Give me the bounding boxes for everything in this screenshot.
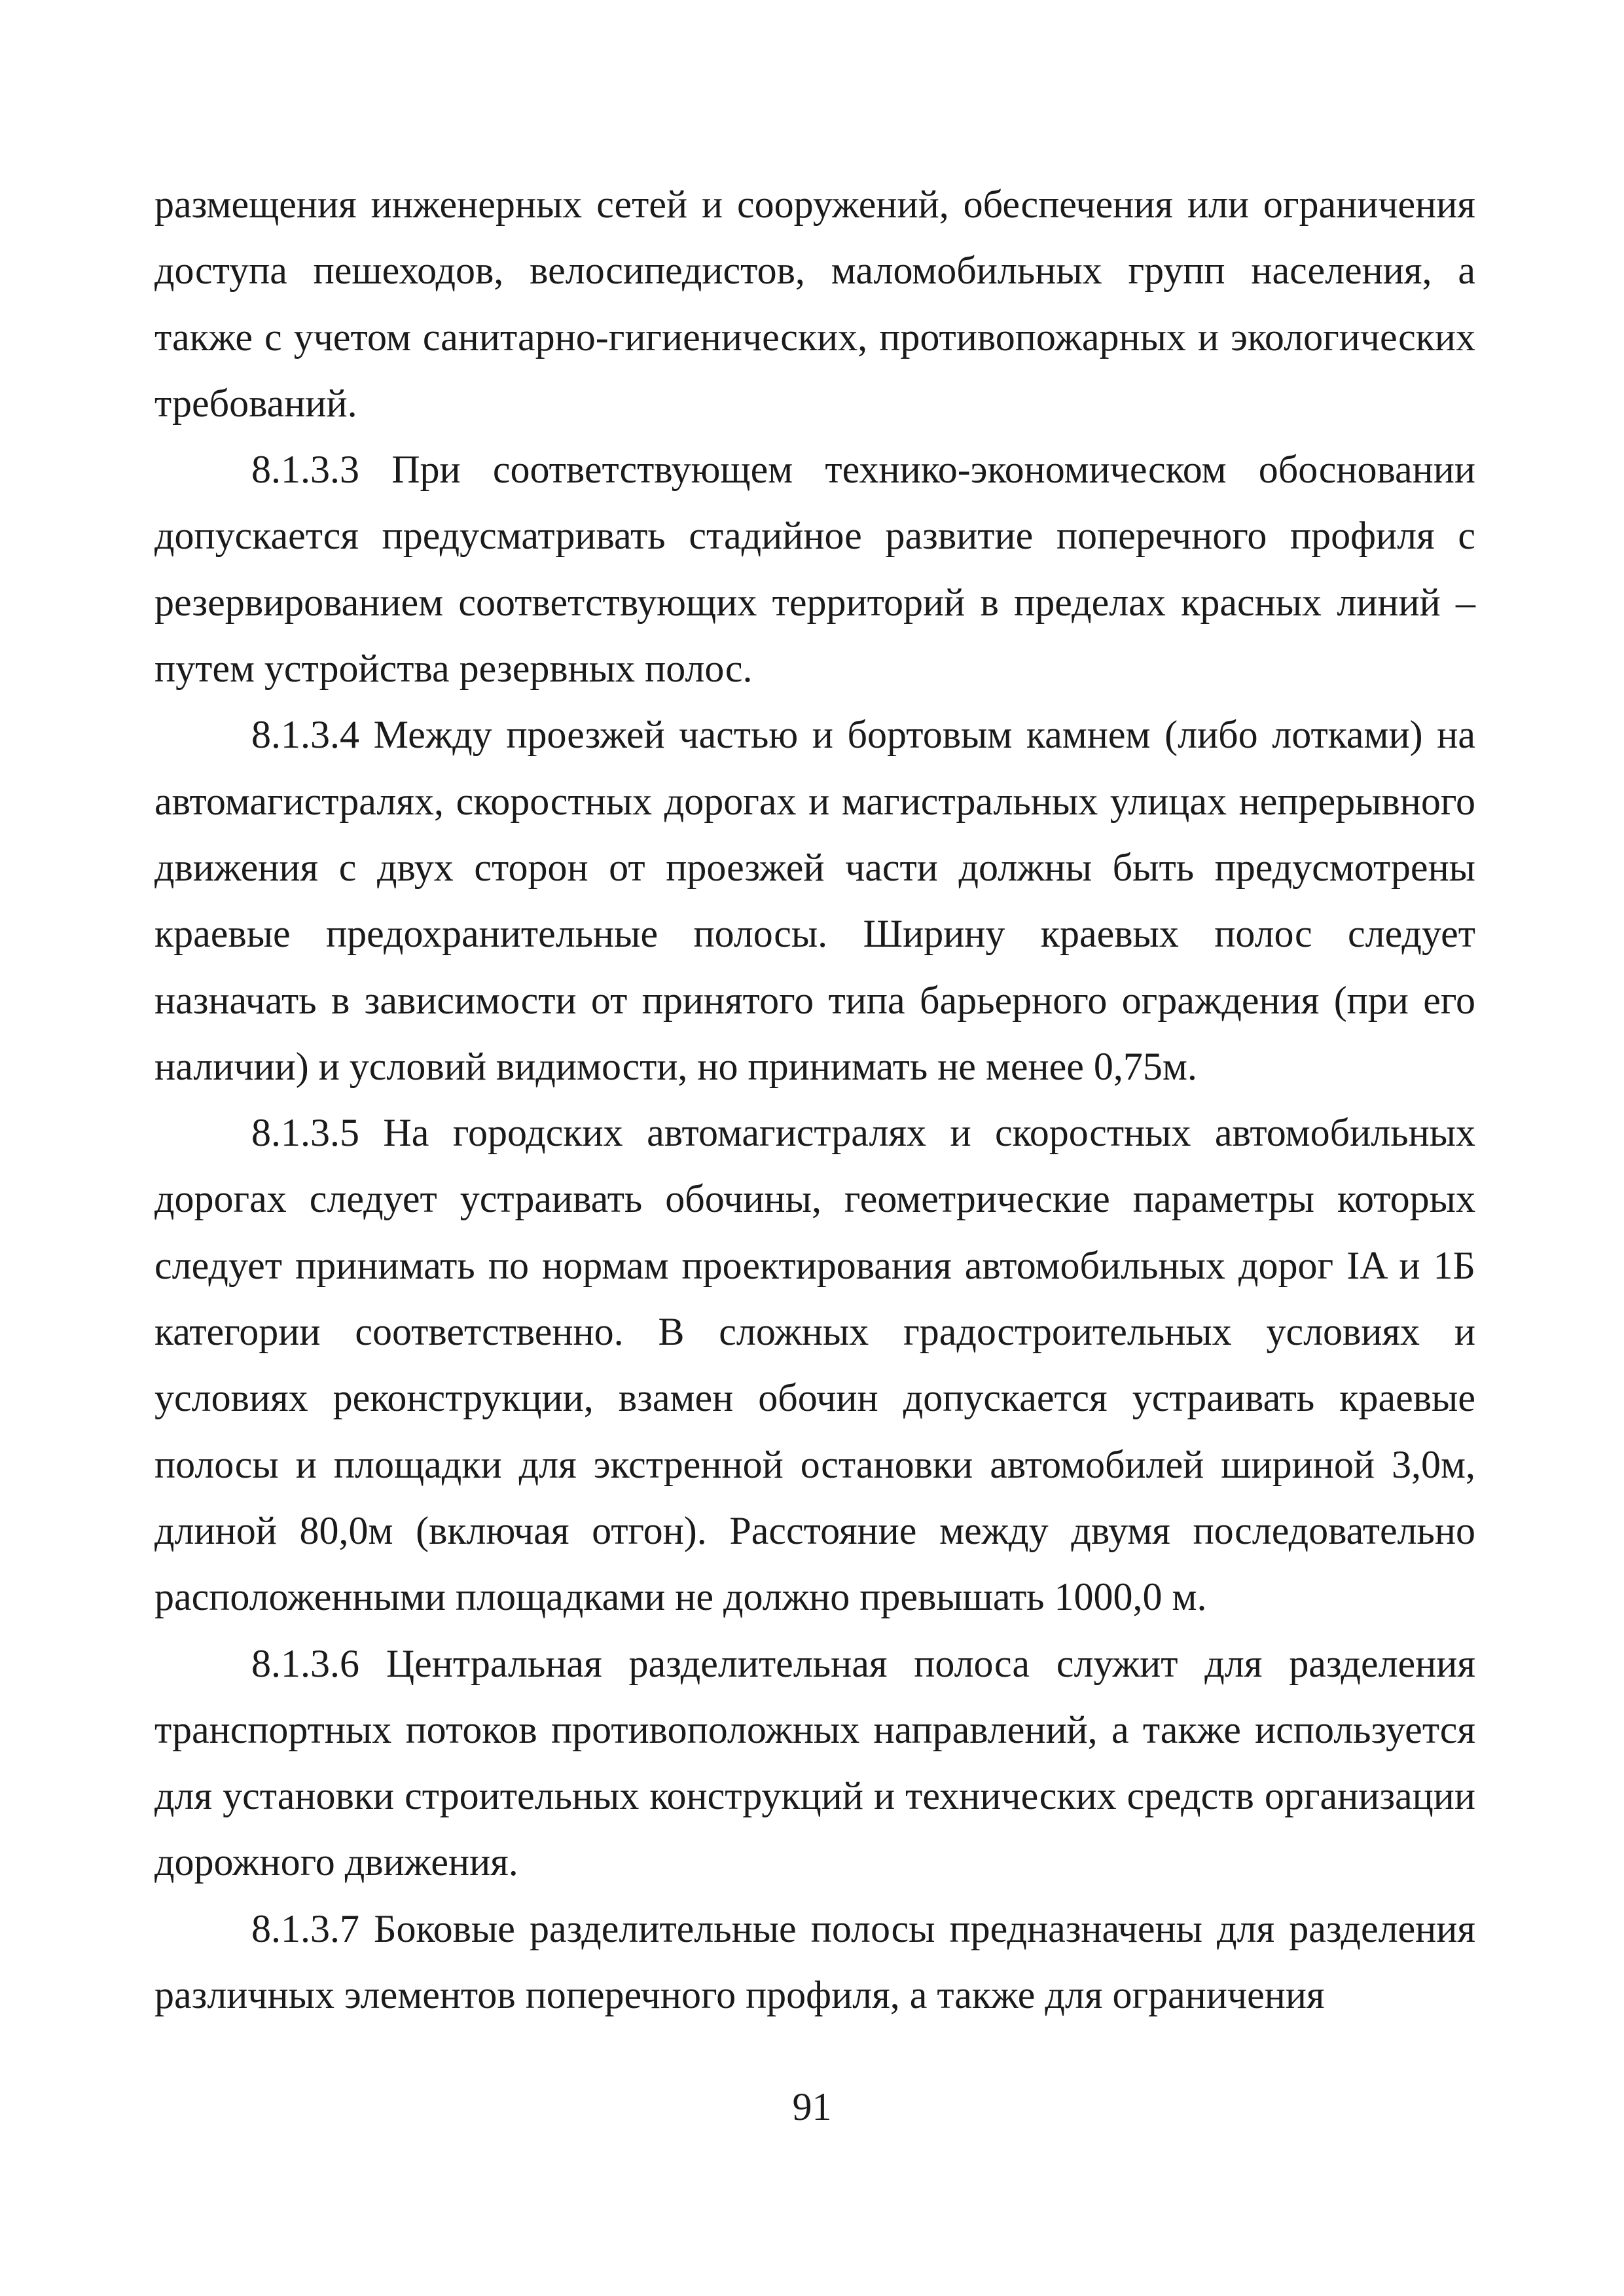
paragraph-8-1-3-5: 8.1.3.5 На городских автомагистралях и скоростных автомобильных дорогах следует устраивать обочины, геометрические параметры которых следует принимать по нормам проектирования автомобильных дорог IA и 1Б категории соответственно. В сложных градостроительных условиях и условиях реконструкции, взамен обочин допускается устраивать краевые полосы и площадки для экстренной остановки автомобилей шириной 3,0м, длиной 80,0м (включая отгон). Расстояние между двумя последовательно расположенными площадками не должно превышать 1000,0 м. bbox=[154, 1111, 1475, 1619]
page-number: 91 bbox=[792, 2085, 832, 2128]
page-body bbox=[154, 172, 1475, 2028]
paragraph-8-1-3-6: 8.1.3.6 Центральная разделительная полоса служит для разделения транспортных потоков противоположных направлений, а также используется для установки строительных конструкций и технических средств организации дорожного движения. bbox=[154, 1641, 1475, 1884]
paragraph-8-1-3-3: 8.1.3.3 При соответствующем технико-экономическом обосновании допускается предусматривать стадийное развитие поперечного профиля с резервированием соответствующих территорий в пределах красных линий – путем устройства резервных полос. bbox=[154, 448, 1475, 691]
paragraph-8-1-3-7: 8.1.3.7 Боковые разделительные полосы предназначены для разделения различных элементов поперечного профиля, а также для ограничения bbox=[154, 1906, 1475, 2017]
paragraph-continuation: размещения инженерных сетей и сооружений, обеспечения или ограничения доступа пешеходов, велосипедистов, маломобильных групп населения, а также с учетом санитарно-гигиенических, противопожарных и экологических требований. bbox=[154, 183, 1475, 425]
paragraph-8-1-3-4: 8.1.3.4 Между проезжей частью и бортовым камнем (либо лотками) на автомагистралях, скоростных дорогах и магистральных улицах непрерывного движения с двух сторон от проезжей части должны быть предусмотрены краевые предохранительные полосы. Ширину краевых полос следует назначать в зависимости от принятого типа барьерного ограждения (при его наличии) и условий видимости, но принимать не менее 0,75м. bbox=[154, 713, 1475, 1088]
